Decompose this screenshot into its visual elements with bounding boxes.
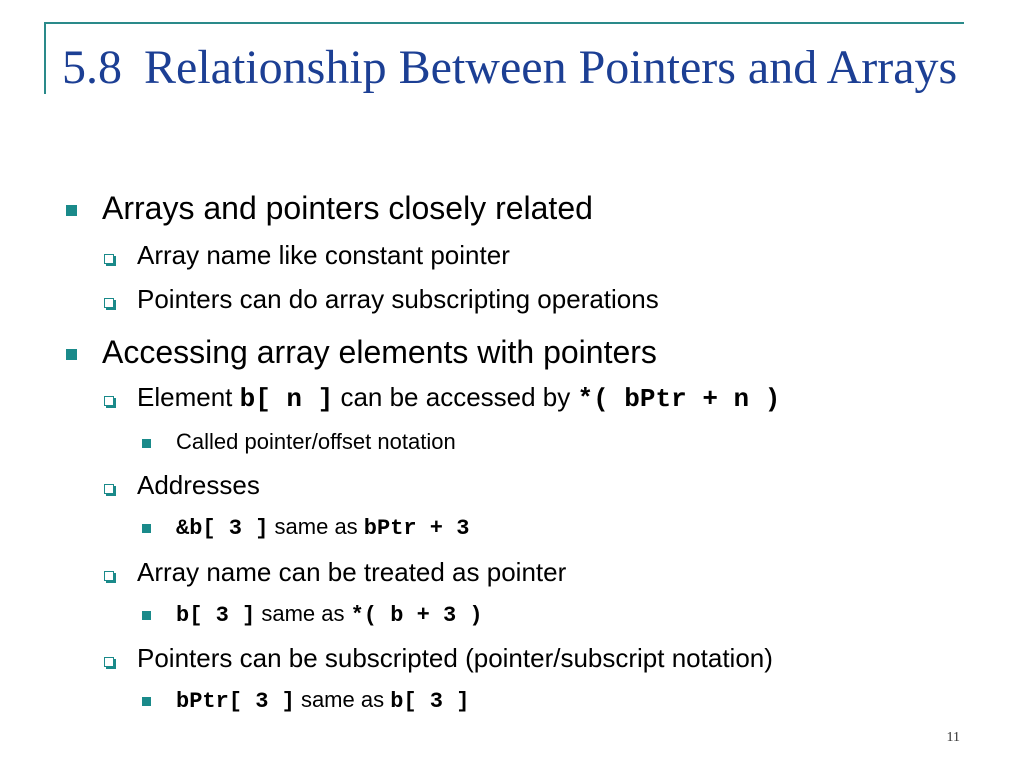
same-as-text: same as — [294, 687, 391, 712]
square-bullet-icon — [142, 439, 151, 448]
bullet-array-name: Array name like constant pointer — [137, 240, 510, 270]
code-deref-b-plus-3: *( b + 3 ) — [350, 603, 483, 628]
bullet-addresses: Addresses — [137, 470, 260, 500]
code-bptr-plus-3: bPtr + 3 — [363, 516, 470, 541]
code-b3-subscript: b[ 3 ] — [390, 689, 470, 714]
title-number: 5.8 — [62, 41, 122, 94]
square-bullet-icon — [66, 205, 77, 216]
code-b3: b[ 3 ] — [176, 603, 256, 628]
code-bptr3: bPtr[ 3 ] — [176, 689, 295, 714]
page-number: 11 — [946, 730, 960, 745]
square-bullet-icon — [142, 524, 151, 533]
code-address-b3: &b[ 3 ] — [176, 516, 269, 541]
hollow-square-bullet-icon — [104, 571, 114, 581]
bullet-b3-equivalence — [176, 601, 483, 628]
hollow-square-bullet-icon — [104, 298, 114, 308]
bullet-pointers-subscripting: Pointers can do array subscripting operations — [137, 284, 659, 314]
hollow-square-bullet-icon — [104, 484, 114, 494]
code-b-n: b[ n ] — [239, 384, 334, 414]
bullet-array-name-pointer: Array name can be treated as pointer — [137, 557, 567, 587]
square-bullet-icon — [66, 349, 77, 360]
bullet-element-access — [137, 382, 780, 414]
hollow-square-bullet-icon — [104, 657, 114, 667]
bullet-accessing-elements: Accessing array elements with pointers — [102, 334, 657, 370]
code-bptr-plus-n: *( bPtr + n ) — [577, 384, 781, 414]
bullet-arrays-pointers: Arrays and pointers closely related — [102, 190, 593, 226]
bullet-offset-notation: Called pointer/offset notation — [176, 429, 456, 454]
element-text-mid: can be accessed by — [333, 382, 578, 412]
same-as-text: same as — [255, 601, 351, 626]
bullet-address-equivalence — [176, 514, 469, 541]
hollow-square-bullet-icon — [104, 396, 114, 406]
element-text-pre: Element — [137, 382, 240, 412]
bullet-pointers-subscripted: Pointers can be subscripted (pointer/subscript notation) — [137, 643, 773, 673]
hollow-square-bullet-icon — [104, 254, 114, 264]
square-bullet-icon — [142, 697, 151, 706]
bullet-bptr3-equivalence — [176, 687, 469, 714]
same-as-text: same as — [268, 514, 364, 539]
square-bullet-icon — [142, 611, 151, 620]
title-text: Relationship Between Pointers and Arrays — [144, 41, 958, 94]
